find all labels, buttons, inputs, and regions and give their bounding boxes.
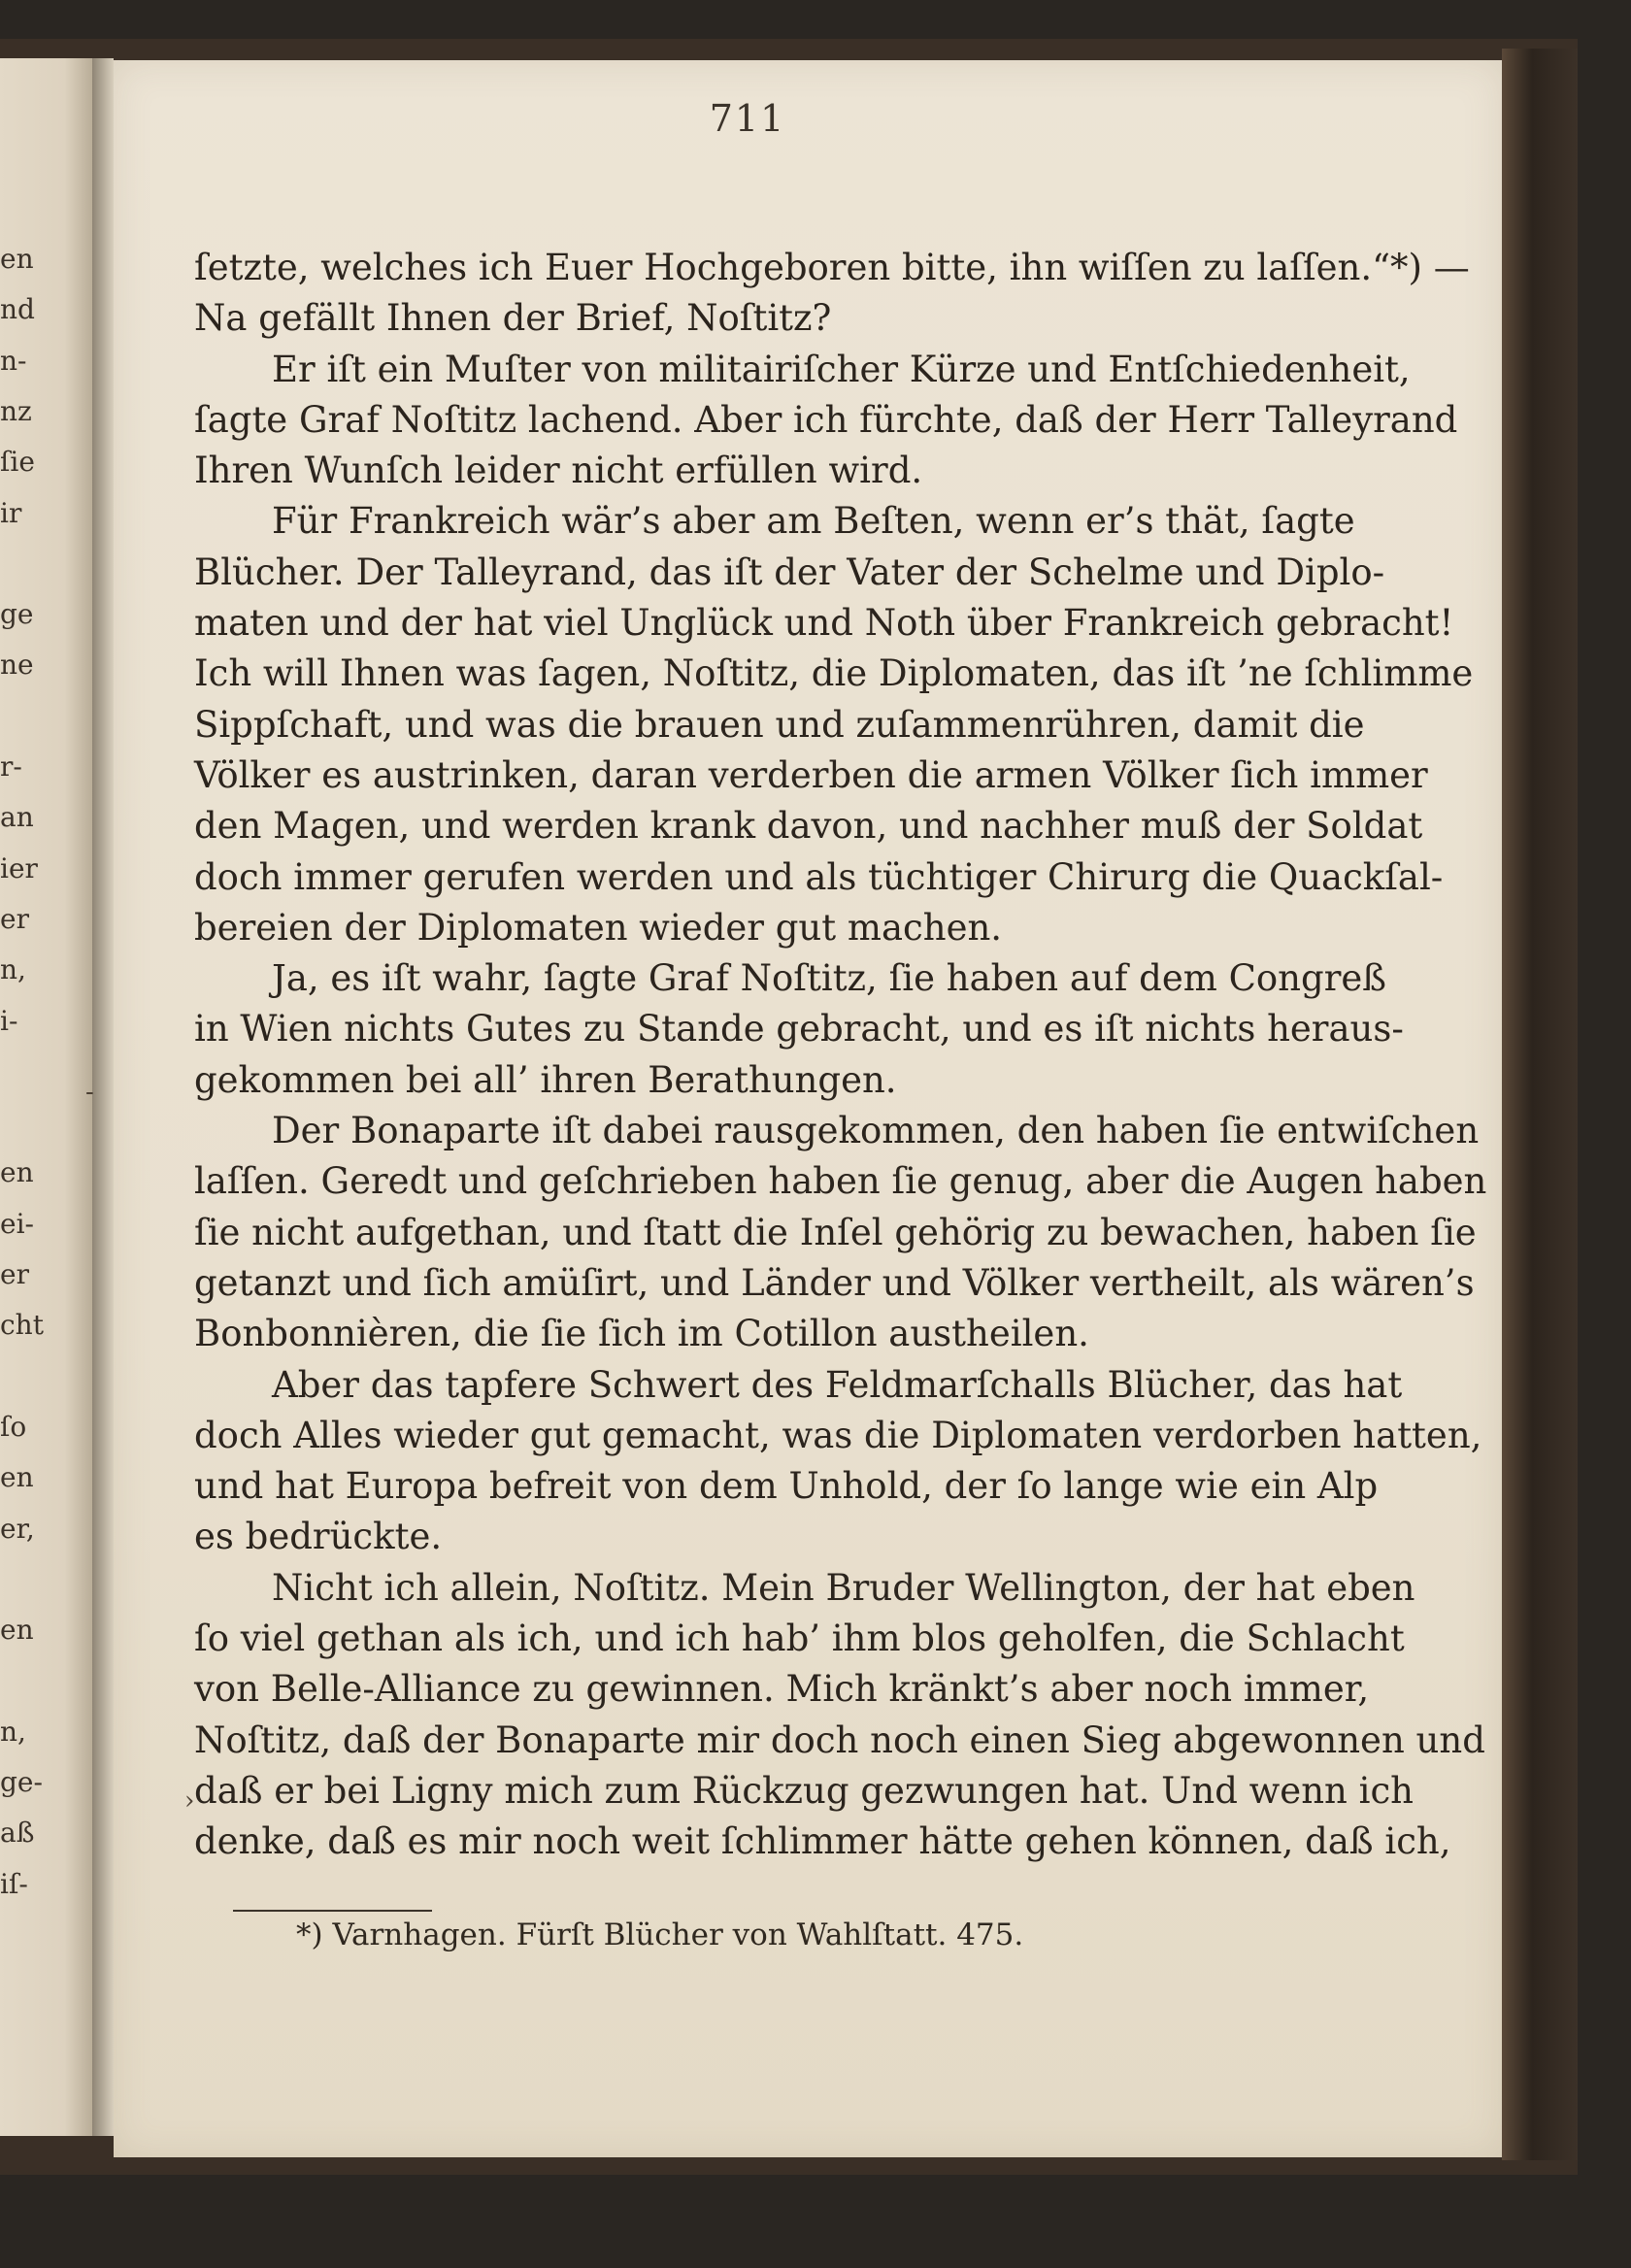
left-page-fragment: ge	[0, 598, 34, 631]
left-page-fragment: cht	[0, 1309, 44, 1342]
left-page-fragment: iſ-	[0, 1867, 28, 1900]
margin-mark: ›	[184, 1786, 195, 1816]
text-line: Sippſchaft, und was die brauen und zuſammenrühren, damit die	[194, 703, 1365, 746]
left-page-fragment: ei-	[0, 1207, 34, 1240]
left-page-fragment: en	[0, 243, 34, 275]
book-gutter	[92, 58, 114, 2136]
text-line: maten und der hat viel Unglück und Noth über Frankreich gebracht!	[194, 602, 1454, 645]
footnote-rule	[233, 1910, 432, 1912]
text-line: gekommen bei all’ ihren Berathungen.	[194, 1058, 897, 1101]
left-page-edge	[0, 58, 92, 2136]
text-line: ſagte Graf Noſtitz lachend. Aber ich fürchte, daß der Herr Talleyrand	[194, 398, 1458, 441]
margin-mark: -	[85, 1078, 94, 1107]
text-line: ſie nicht aufgethan, und ſtatt die Inſel gehörig zu bewachen, haben ſie	[194, 1211, 1477, 1253]
text-line: Der Bonaparte iſt dabei rausgekommen, den haben ſie entwiſchen	[272, 1110, 1480, 1152]
text-line: daß er bei Ligny mich zum Rückzug gezwungen hat. Und wenn ich	[194, 1769, 1415, 1812]
text-line: Er iſt ein Muſter von militairiſcher Kürze und Entſchiedenheit,	[272, 348, 1411, 390]
text-line: doch immer gerufen werden und als tüchtiger Chirurg die Quackſal-	[194, 855, 1444, 898]
text-line: denke, daß es mir noch weit ſchlimmer hätte gehen können, daß ich,	[194, 1820, 1451, 1863]
text-line: den Magen, und werden krank davon, und nachher muß der Soldat	[194, 805, 1423, 848]
page-body-text	[194, 243, 1487, 1868]
footnote: *) Varnhagen. Fürſt Blücher von Wahlſtatt. 475.	[296, 1918, 1024, 1952]
text-line: ſo viel gethan als ich, und ich hab’ ihm blos geholfen, die Schlacht	[194, 1618, 1405, 1660]
left-page-fragment: n,	[0, 1715, 26, 1748]
left-page-fragment: n,	[0, 953, 26, 986]
page-number: 711	[709, 97, 786, 140]
left-page-fragment: er,	[0, 1512, 35, 1545]
left-page-fragment: aß	[0, 1817, 35, 1850]
left-page-fragment: en	[0, 1156, 34, 1189]
left-page-fragment: an	[0, 801, 34, 834]
left-page-fragment: nd	[0, 293, 35, 326]
text-line: in Wien nichts Gutes zu Stande gebracht, und es iſt nichts heraus-	[194, 1008, 1404, 1051]
left-page-fragment: er	[0, 1258, 29, 1290]
text-line: Nicht ich allein, Noſtitz. Mein Bruder Wellington, der hat eben	[272, 1566, 1415, 1609]
left-page-fragment: ge-	[0, 1766, 43, 1798]
text-line: Ich will Ihnen was ſagen, Noſtitz, die Diplomaten, das iſt ’ne ſchlimme	[194, 652, 1474, 695]
text-line: Na gefällt Ihnen der Brief, Noſtitz?	[194, 297, 832, 340]
text-line: Blücher. Der Talleyrand, das iſt der Vater der Schelme und Diplo-	[194, 550, 1385, 593]
text-line: und hat Europa befreit von dem Unhold, der ſo lange wie ein Alp	[194, 1465, 1379, 1508]
text-line: doch Alles wieder gut gemacht, was die Diplomaten verdorben hatten,	[194, 1414, 1482, 1456]
left-page-fragment: n-	[0, 344, 27, 377]
text-line: Aber das tapfere Schwert des Feldmarſchalls Blücher, das hat	[272, 1363, 1403, 1406]
left-page-fragment: en	[0, 1614, 34, 1647]
text-line: Ihren Wunſch leider nicht erfüllen wird.	[194, 450, 923, 492]
text-line: Noſtitz, daß der Bonaparte mir doch noch einen Sieg abgewonnen und	[194, 1718, 1485, 1761]
left-page-fragment: nz	[0, 394, 32, 427]
left-page-fragment: ſo	[0, 1410, 27, 1443]
text-line: es bedrückte.	[194, 1516, 443, 1558]
left-page-fragment: ier	[0, 851, 38, 884]
text-line: getanzt und ſich amüſirt, und Länder und Völker vertheilt, als wären’s	[194, 1261, 1475, 1304]
left-page-fragment: ir	[0, 496, 22, 529]
text-line: Ja, es iſt wahr, ſagte Graf Noſtitz, ſie haben auf dem Congreß	[272, 957, 1386, 1000]
text-line: ſetzte, welches ich Euer Hochgeboren bitte, ihn wiſſen zu laſſen.“*) —	[194, 247, 1470, 288]
text-line: laſſen. Geredt und geſchrieben haben ſie genug, aber die Augen haben	[194, 1160, 1487, 1203]
left-page-fragment: ſie	[0, 446, 35, 479]
left-page-fragment: i-	[0, 1004, 18, 1037]
left-page-fragment: er	[0, 902, 29, 935]
left-page-fragment: ne	[0, 649, 34, 682]
left-page-fragment: en	[0, 1461, 34, 1494]
right-cover-edge	[1502, 49, 1578, 2160]
left-page-fragment: r-	[0, 750, 22, 783]
text-line: bereien der Diplomaten wieder gut machen.	[194, 906, 1003, 949]
text-line: von Belle-Alliance zu gewinnen. Mich kränkt’s aber noch immer,	[194, 1668, 1370, 1711]
text-line: Für Frankreich wär’s aber am Beſten, wenn er’s thät, ſagte	[272, 500, 1355, 543]
text-line: Bonbonnièren, die ſie ſich im Cotillon austheilen.	[194, 1313, 1089, 1355]
text-line: Völker es austrinken, daran verderben die armen Völker ſich immer	[194, 753, 1428, 796]
